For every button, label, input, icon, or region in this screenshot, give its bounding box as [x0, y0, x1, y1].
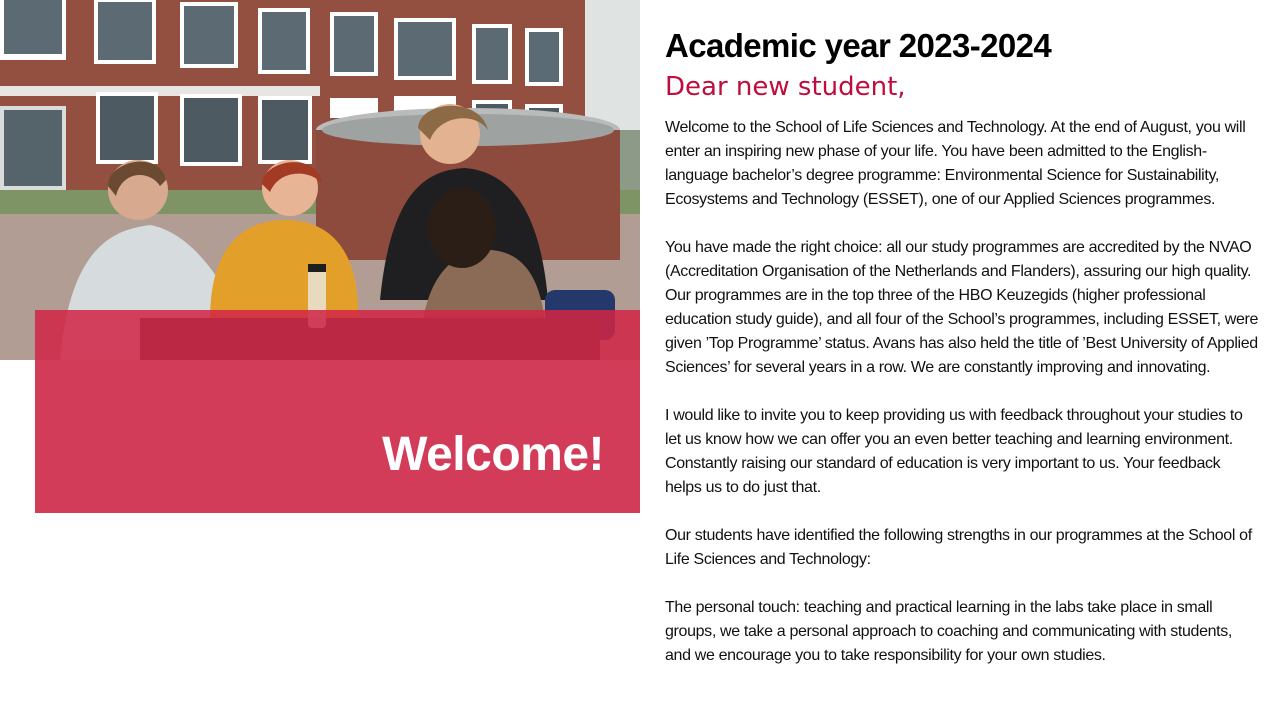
students-photo	[0, 0, 640, 360]
page-title: Academic year 2023-2024	[665, 27, 1052, 64]
paragraph-personal-touch: The personal touch: teaching and practical learning in the labs take place in small groups, we take a personal approach to coaching and communicating with students, and we encourage you to take responsibility for your own studies.	[665, 599, 1233, 664]
letter-content	[665, 26, 1260, 692]
paragraph-accreditation: You have made the right choice: all our study programmes are accredited by the NVAO (Accreditation Organisation of the Netherlands and Flanders), assuring our high quality. Our programmes are in the top three of the HBO Keuzegids (higher professional education study guide), and all four of the School’s programmes, including ESSET, were given ’Top Programme’ status. Avans has also held the title of ’Best University of Applied Sciences’ for several years in a row. We are constantly improving and innovating.	[665, 239, 1259, 376]
salutation: Dear new student,	[665, 72, 906, 102]
paragraph-strengths-intro: Our students have identified the following strengths in our programmes at the School of Life Sciences and Technology:	[665, 527, 1252, 568]
paragraph-feedback: I would like to invite you to keep providing us with feedback throughout your studies to let us know how we can offer you an even better teaching and learning environment. Constantly raising our standard of education is very important to us. Your feedback helps us to do just that.	[665, 407, 1243, 496]
paragraph-welcome: Welcome to the School of Life Sciences and Technology. At the end of August, you will enter an inspiring new phase of your life. You have been admitted to the English-language bachelor’s degree programme: Environmental Science for Sustainability, Ecosystems and Technology (ESSET), one of our Applied Sciences programmes.	[665, 119, 1246, 208]
welcome-banner-text-area	[35, 310, 640, 513]
welcome-title: Welcome!	[382, 428, 604, 481]
